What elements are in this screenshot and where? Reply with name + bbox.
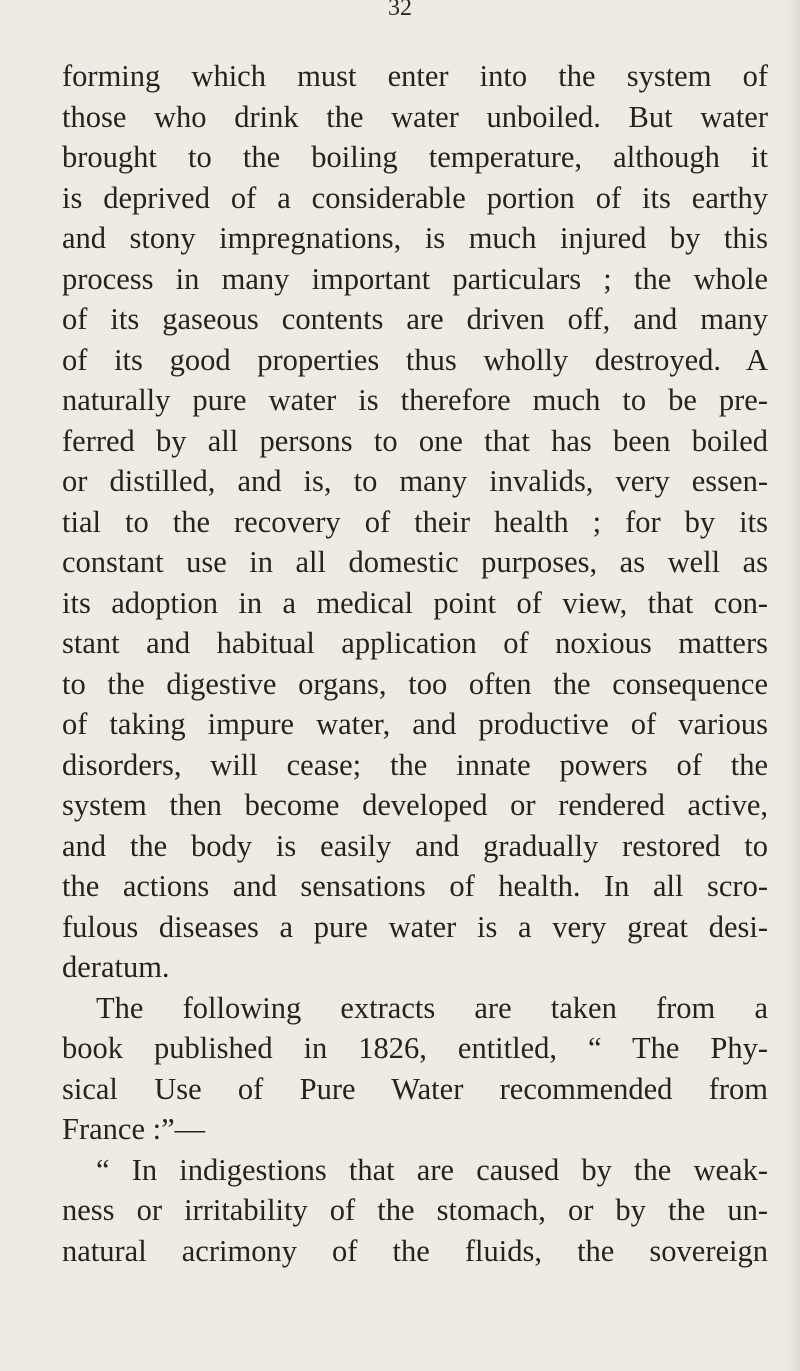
page-edge-shadow <box>786 0 800 1371</box>
text-line: and the body is easily and gradually restored to <box>62 828 768 863</box>
text-line: ness or irritability of the stomach, or by the un- <box>62 1193 768 1227</box>
text-line: fulous diseases a pure water is a very great desi- <box>62 909 768 944</box>
text-line: stant and habitual application of noxious matters <box>62 626 768 660</box>
text-line: ferred by all persons to one that has been boiled <box>62 423 768 458</box>
text-line: to the digestive organs, too often the consequence <box>62 666 768 701</box>
text-line: constant use in all domestic purposes, as well as <box>62 545 768 579</box>
text-line: natural acrimony of the fluids, the sovereign <box>62 1233 768 1268</box>
text-line: and stony impregnations, is much injured by this <box>62 221 768 255</box>
page-number: 32 <box>388 0 412 21</box>
text-line: naturally pure water is therefore much to be pre- <box>62 383 768 417</box>
text-line: disorders, will cease; the innate powers of the <box>62 747 768 782</box>
text-line: system then become developed or rendered active, <box>62 788 768 822</box>
text-line: process in many important particulars ; the whole <box>62 261 768 296</box>
text-line: the actions and sensations of health. In all scro- <box>62 869 768 903</box>
text-line: is deprived of a considerable portion of its earthy <box>62 180 768 215</box>
text-line: of taking impure water, and productive of various <box>62 707 768 741</box>
text-line: deratum. <box>62 950 170 984</box>
body-text <box>62 56 768 1271</box>
text-line: brought to the boiling temperature, although it <box>62 140 768 174</box>
text-line: The following extracts are taken from a <box>96 990 768 1025</box>
text-line: or distilled, and is, to many invalids, very essen- <box>62 464 768 498</box>
text-line: sical Use of Pure Water recommended from <box>62 1071 768 1106</box>
text-line: of its good properties thus wholly destroyed. A <box>62 342 768 377</box>
text-line: forming which must enter into the system of <box>62 59 768 93</box>
text-line: “ In indigestions that are caused by the weak- <box>96 1152 768 1187</box>
text-line: its adoption in a medical point of view, that con- <box>62 585 768 620</box>
text-line: book published in 1826, entitled, “ The Phy- <box>62 1031 768 1065</box>
text-line: France :”— <box>62 1112 206 1146</box>
text-line: those who drink the water unboiled. But water <box>62 99 768 134</box>
text-line: of its gaseous contents are driven off, and many <box>62 302 768 336</box>
text-line: tial to the recovery of their health ; for by its <box>62 504 768 539</box>
